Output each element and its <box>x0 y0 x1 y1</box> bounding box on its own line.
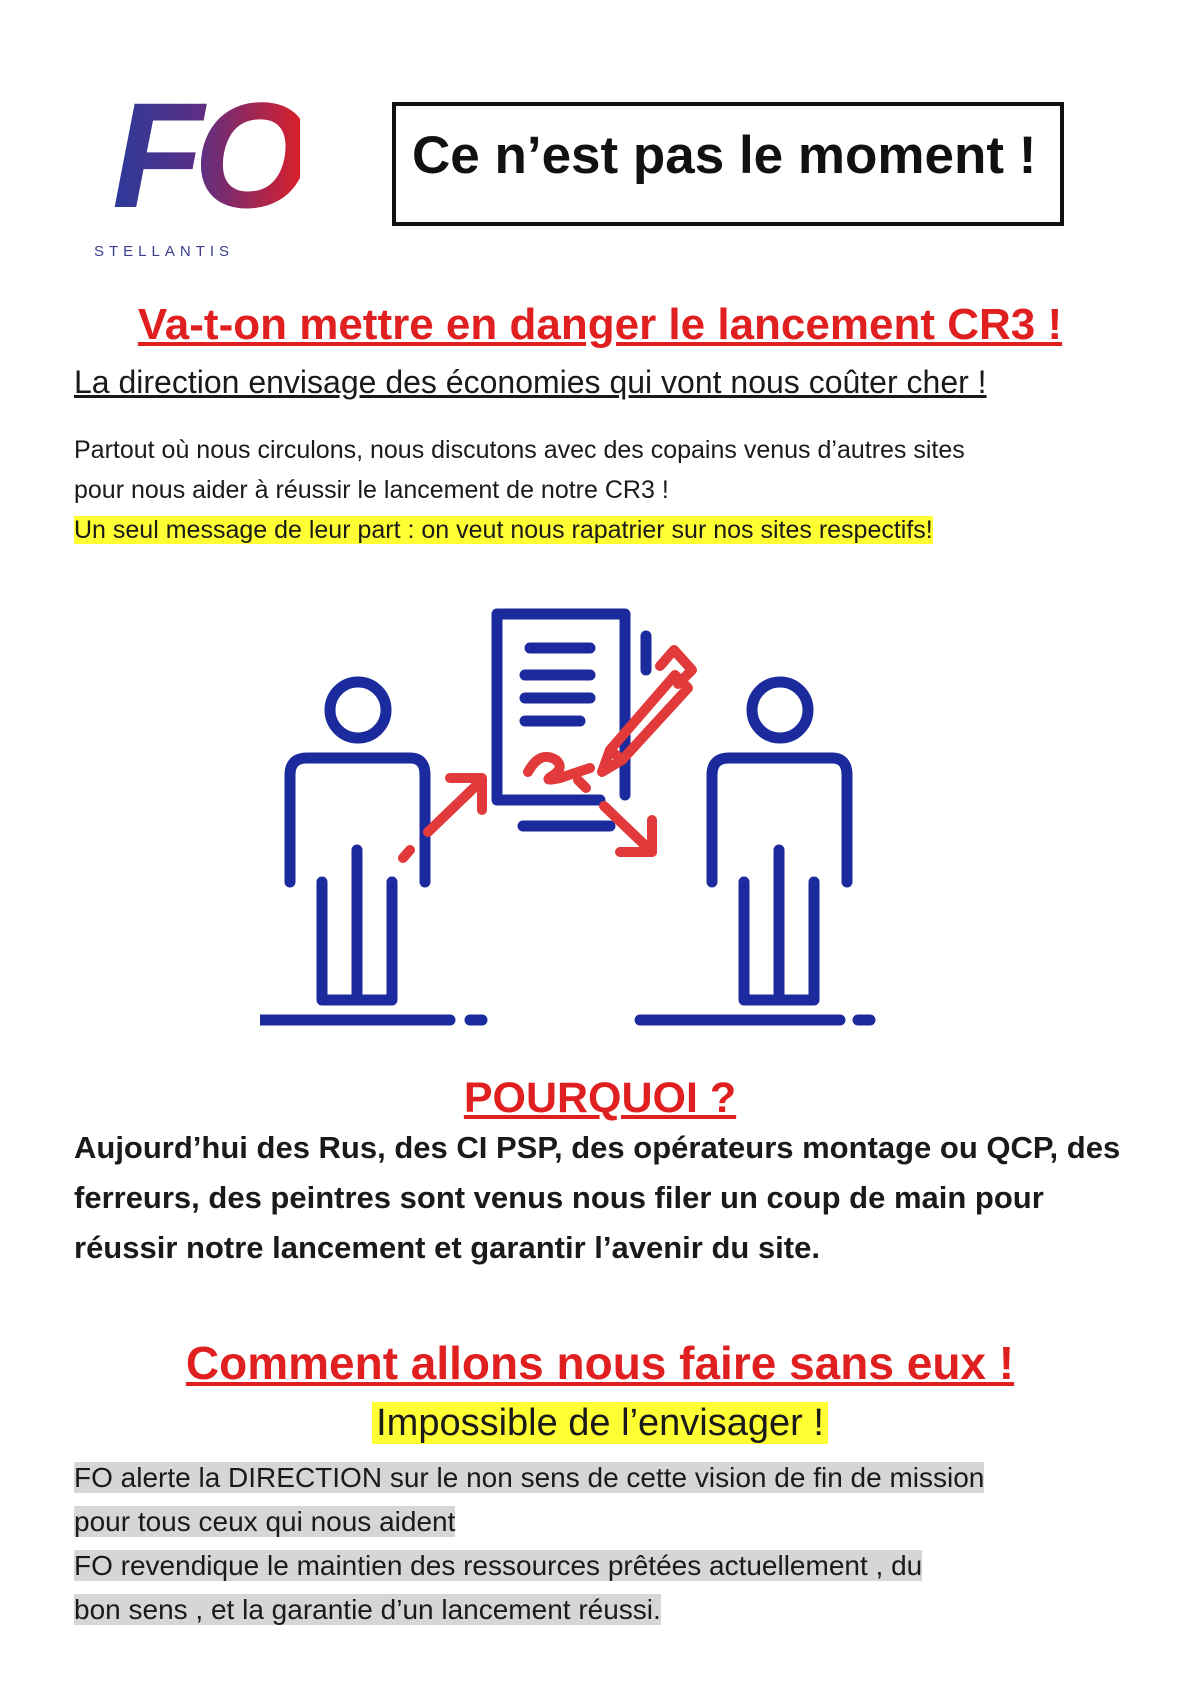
comment-heading: Comment allons nous faire sans eux ! <box>185 1337 1015 1389</box>
closing-line-2: pour tous ceux qui nous aident <box>74 1506 456 1537</box>
intro-paragraph <box>74 430 1134 550</box>
intro-line-1: Partout où nous circulons, nous discutons avec des copains venus d’autres sites <box>74 436 965 464</box>
closing-line-4: bon sens , et la garantie d’un lancement réussi. <box>74 1594 661 1625</box>
impossible-text: Impossible de l’envisager ! <box>372 1402 828 1444</box>
logo-letters: FO <box>112 71 301 239</box>
closing-line-1: FO alerte la DIRECTION sur le non sens de cette vision de fin de mission <box>74 1462 985 1493</box>
bold-paragraph: Aujourd’hui des Rus, des CI PSP, des opérateurs montage ou QCP, des ferreurs, des peintres sont venus nous filer un coup de main pour réussir notre lancement et garantir l’avenir du site. <box>74 1130 1121 1265</box>
closing-line-3: FO revendique le maintien des ressources prêtées actuellement , du <box>74 1550 923 1581</box>
document-transfer-icon <box>260 600 880 1050</box>
fo-stellantis-logo <box>88 71 301 260</box>
title-box: Ce n’est pas le moment ! <box>392 102 1064 226</box>
logo-brand: STELLANTIS <box>94 243 235 260</box>
main-heading: Va-t-on mettre en danger le lancement CR3 ! <box>137 300 1063 349</box>
closing-paragraph <box>74 1456 1144 1632</box>
impossible-line <box>0 1396 1200 1450</box>
intro-highlight: Un seul message de leur part : on veut nous rapatrier sur nos sites respectifs! <box>74 516 933 544</box>
subheading: La direction envisage des économies qui vont nous coûter cher ! <box>74 364 987 400</box>
intro-line-2: pour nous aider à réussir le lancement de notre CR3 ! <box>74 476 669 504</box>
pourquoi-heading: POURQUOI ? <box>463 1074 737 1122</box>
